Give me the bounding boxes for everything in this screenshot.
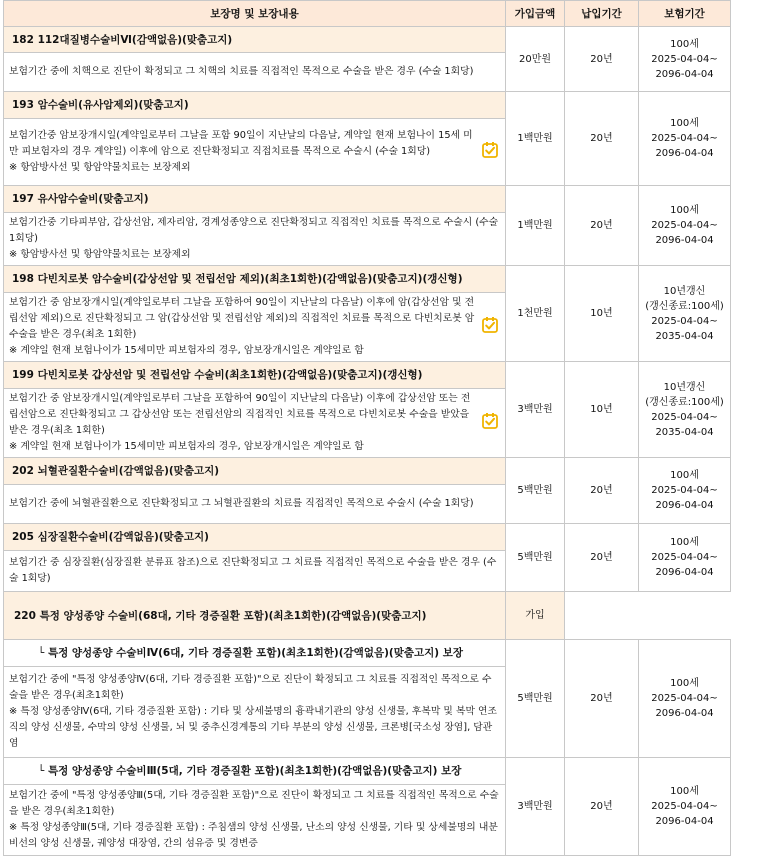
coverage-title: 202 뇌혈관질환수술비(감액없음)(맞춤고지) <box>4 458 506 485</box>
coverage-description <box>4 293 506 362</box>
coverage-description <box>4 213 506 266</box>
table-header-row <box>4 1 731 27</box>
group-status: 가입 <box>506 592 565 640</box>
coverage-title-row <box>4 758 731 785</box>
description-text: 보험기간중 기타피부암, 갑상선암, 제자리암, 경계성종양으로 진단확정되고 직접적인 치료를 목적으로 수술시 (수술 1회당) <box>9 217 499 244</box>
coverage-term <box>639 458 731 524</box>
description-note: ※ 계약일 현재 보험나이가 15세미만 피보험자의 경우, 암보장개시일은 계약일로 함 <box>9 345 364 356</box>
coverage-title: 199 다빈치로봇 갑상선암 및 전립선암 수술비(최초1회한)(감액없음)(맞춤고지)(갱신형) <box>4 362 506 389</box>
term-line: 2096-04-04 <box>655 816 714 827</box>
term-line: 100세 <box>670 470 699 481</box>
term-line: 100세 <box>670 786 699 797</box>
coverage-period: 20년 <box>565 640 639 758</box>
description-text: 보험기간 중 암보장개시일(계약일로부터 그날을 포함하여 90일이 지난날의 다음날) 이후에 암(갑상선암 및 전립선암 제외)으로 진단확정되고 그 암(갑상선암 및 전립선암 제외)의 직접적인 치료를 목적으로 다빈치로봇 암수술을 받은 경우(최초 1회한) <box>9 297 475 340</box>
coverage-title-row <box>4 266 731 293</box>
coverage-amount: 1천만원 <box>506 266 565 362</box>
checklist-icon <box>481 316 499 334</box>
header-period: 납입기간 <box>565 1 639 27</box>
header-name: 보장명 및 보장내용 <box>4 1 506 27</box>
term-line: 10년갱신 <box>663 381 706 393</box>
coverage-amount: 1백만원 <box>506 186 565 266</box>
coverage-title-row <box>4 524 731 551</box>
coverage-period: 20년 <box>565 27 639 92</box>
coverage-description <box>4 485 506 524</box>
coverage-term <box>639 640 731 758</box>
term-line: 2096-04-04 <box>655 148 714 159</box>
coverage-title: 197 유사암수술비(맞춤고지) <box>4 186 506 213</box>
term-line: 2096-04-04 <box>655 567 714 578</box>
coverage-amount: 3백만원 <box>506 758 565 856</box>
description-text: 보험기간 중에 "특정 양성종양Ⅳ(6대, 기타 경증질환 포함)"으로 진단이 확정되고 그 치료를 직접적인 목적으로 수술을 받은 경우(최초1회한) <box>9 674 492 701</box>
coverage-title: └ 특정 양성종양 수술비Ⅲ(5대, 기타 경증질환 포함)(최초1회한)(감액없음)(맞춤고지) 보장 <box>4 758 506 785</box>
term-line: 2096-04-04 <box>655 68 714 80</box>
coverage-term <box>639 524 731 592</box>
term-line: 2025-04-04~ <box>651 53 718 65</box>
term-line: (갱신종료:100세) <box>645 300 724 312</box>
coverage-title: 198 다빈치로봇 암수술비(갑상선암 및 전립선암 제외)(최초1회한)(감액없음)(맞춤고지)(갱신형) <box>4 266 506 293</box>
coverage-period: 10년 <box>565 362 639 458</box>
coverage-amount: 5백만원 <box>506 458 565 524</box>
coverage-description <box>4 667 506 758</box>
coverage-term <box>639 266 731 362</box>
coverage-title: 205 심장질환수술비(감액없음)(맞춤고지) <box>4 524 506 551</box>
term-line: 2025-04-04~ <box>651 552 718 563</box>
header-amount: 가입금액 <box>506 1 565 27</box>
checklist-icon <box>481 412 499 430</box>
term-line: 2025-04-04~ <box>651 693 718 704</box>
coverage-period: 20년 <box>565 186 639 266</box>
coverage-term <box>639 92 731 186</box>
group-row <box>4 592 731 640</box>
coverage-amount: 5백만원 <box>506 640 565 758</box>
term-line: 100세 <box>670 118 699 129</box>
checklist-icon <box>481 141 499 159</box>
coverage-period: 20년 <box>565 524 639 592</box>
term-line: 2035-04-04 <box>655 330 714 342</box>
term-line: 2096-04-04 <box>655 708 714 719</box>
coverage-title-row <box>4 27 731 53</box>
coverage-title-row <box>4 186 731 213</box>
coverage-description <box>4 551 506 592</box>
term-line: 100세 <box>670 678 699 689</box>
coverage-amount: 5백만원 <box>506 524 565 592</box>
term-line: 2025-04-04~ <box>651 411 718 423</box>
description-text: 보험기간 중에 뇌혈관질환으로 진단확정되고 그 뇌혈관질환의 치료를 직접적인 목적으로 수술시 (수술 1회당) <box>9 498 474 509</box>
coverage-title-row <box>4 458 731 485</box>
term-line: 2096-04-04 <box>655 235 714 246</box>
term-line: 2025-04-04~ <box>651 315 718 327</box>
coverage-title: └ 특정 양성종양 수술비Ⅳ(6대, 기타 경증질환 포함)(최초1회한)(감액없음)(맞춤고지) 보장 <box>4 640 506 667</box>
term-line: 2025-04-04~ <box>651 220 718 231</box>
coverage-amount: 20만원 <box>506 27 565 92</box>
description-note: ※ 계약일 현재 보험나이가 15세미만 피보험자의 경우, 암보장개시일은 계약일로 함 <box>9 441 364 452</box>
description-text: 보험기간 중에 "특정 양성종양Ⅲ(5대, 기타 경증질환 포함)"으로 진단이 확정되고 그 치료를 직접적인 목적으로 수술을 받은 경우(최초1회한) <box>9 790 499 817</box>
coverage-period: 10년 <box>565 266 639 362</box>
description-text: 보험기간 중 암보장개시일(계약일로부터 그날을 포함하여 90일이 지난날의 다음날) 이후에 갑상선암 또는 전립선암으로 진단확정되고 그 갑상선암 또는 전립선암의 직접적인 치료를 목적으로 다빈치로봇 수술을 받았을 받은 경우(최초 1회한) <box>9 393 471 436</box>
coverage-description <box>4 389 506 458</box>
description-note: ※ 특정 양성종양Ⅳ(6대, 기타 경증질환 포함) : 기타 및 상세불명의 흉곽내기관의 양성 신생물, 후복막 및 복막 연조직의 양성 신생물, 수막의 양성 신생물, 뇌 및 중추신경계통의 기타 부분의 양성 신생물, 크론병[국소성 장염], 담관염 <box>9 706 497 749</box>
coverage-period: 20년 <box>565 758 639 856</box>
description-text: 보험기간 중에 치핵으로 진단이 확정되고 그 치핵의 치료를 직접적인 목적으로 수술을 받은 경우 (수술 1회당) <box>9 66 474 77</box>
coverage-title-row <box>4 640 731 667</box>
coverage-term <box>639 27 731 92</box>
coverage-table <box>3 0 731 856</box>
coverage-period: 20년 <box>565 92 639 186</box>
term-line: 2025-04-04~ <box>651 133 718 144</box>
term-line: 100세 <box>670 537 699 548</box>
coverage-amount: 1백만원 <box>506 92 565 186</box>
description-note: ※ 특정 양성종양Ⅲ(5대, 기타 경증질환 포함) : 주침샘의 양성 신생물, 난소의 양성 신생물, 기타 및 상세불명의 내분비선의 양성 신생물, 궤양성 대장염, 간의 섬유증 및 경변증 <box>9 822 498 849</box>
table-body <box>4 27 731 856</box>
description-note: ※ 항암방사선 및 항암약물치료는 보장제외 <box>9 162 191 173</box>
term-line: (갱신종료:100세) <box>645 396 724 408</box>
group-title: 220 특정 양성종양 수술비(68대, 기타 경증질환 포함)(최초1회한)(감액없음)(맞춤고지) <box>4 592 506 640</box>
group-empty <box>565 592 731 640</box>
term-line: 2025-04-04~ <box>651 485 718 496</box>
coverage-term <box>639 362 731 458</box>
coverage-amount: 3백만원 <box>506 362 565 458</box>
coverage-description <box>4 119 506 186</box>
header-term: 보험기간 <box>639 1 731 27</box>
coverage-title-row <box>4 362 731 389</box>
coverage-title: 193 암수술비(유사암제외)(맞춤고지) <box>4 92 506 119</box>
coverage-term <box>639 758 731 856</box>
coverage-term <box>639 186 731 266</box>
description-text: 보험기간중 암보장개시일(계약일로부터 그날을 포함 90일이 지난날의 다음날, 계약일 현재 보험나이 15세 미만 피보험자의 경우 계약일) 이후에 암으로 진단확정되고 직접치료를 목적으로 수술시 (수술 1회당) <box>9 130 473 157</box>
term-line: 2035-04-04 <box>655 426 714 438</box>
term-line: 100세 <box>670 205 699 216</box>
coverage-period: 20년 <box>565 458 639 524</box>
term-line: 2096-04-04 <box>655 500 714 511</box>
coverage-title: 182 112대질병수술비Ⅵ(감액없음)(맞춤고지) <box>4 27 506 53</box>
term-line: 10년갱신 <box>663 285 706 297</box>
term-line: 2025-04-04~ <box>651 801 718 812</box>
term-line: 100세 <box>670 38 699 50</box>
coverage-description <box>4 785 506 856</box>
coverage-description <box>4 53 506 92</box>
coverage-title-row <box>4 92 731 119</box>
description-text: 보험기간 중 심장질환(심장질환 분류표 참조)으로 진단확정되고 그 치료를 직접적인 목적으로 수술을 받은 경우 (수술 1회당) <box>9 557 497 584</box>
description-note: ※ 항암방사선 및 항암약물치료는 보장제외 <box>9 249 191 260</box>
